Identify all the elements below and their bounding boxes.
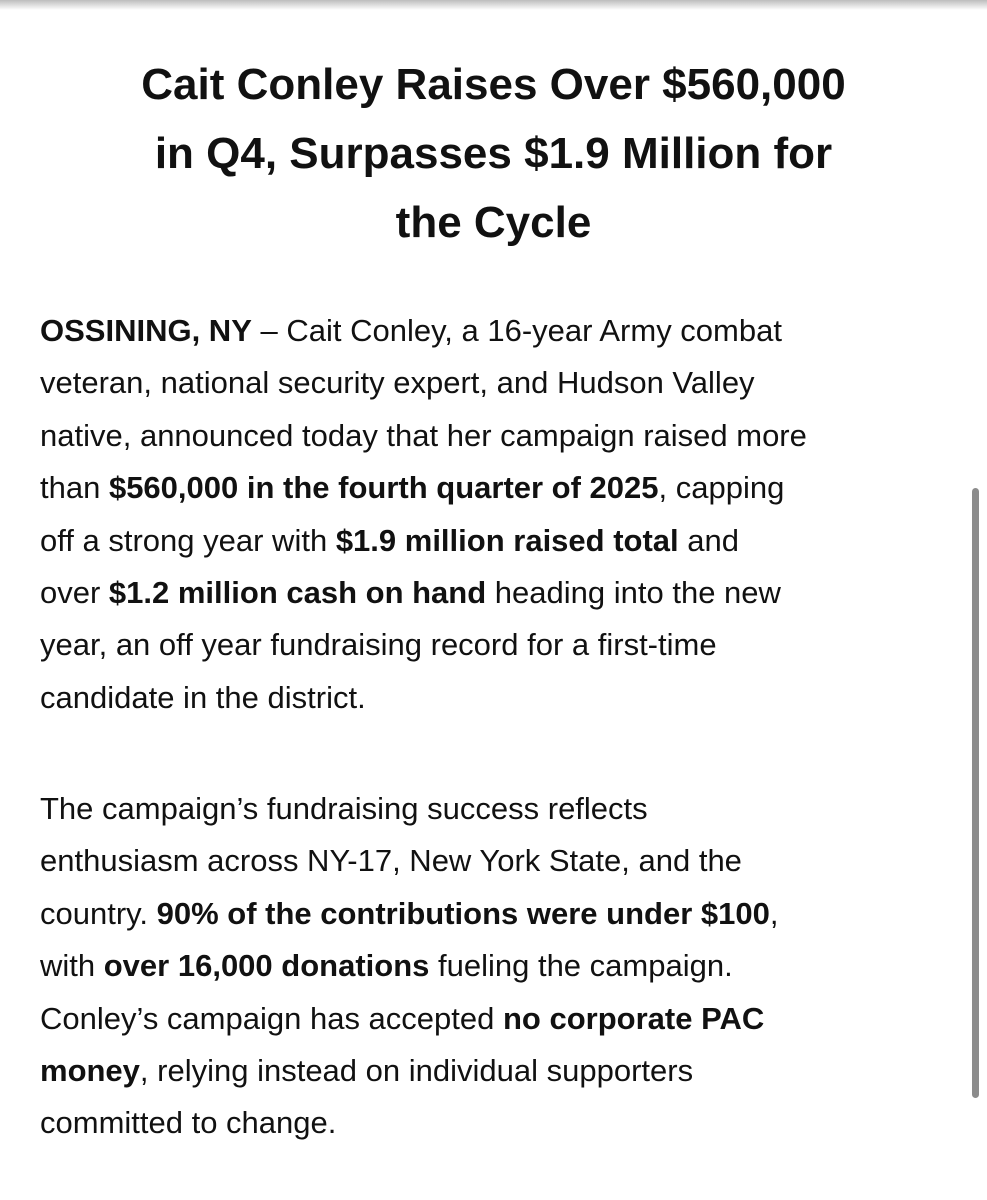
text-segment: , relying instead on individual supporters	[139, 1053, 694, 1089]
bold-cash-on-hand: $1.2 million cash on hand	[108, 575, 487, 611]
headline-line: Cait Conley Raises Over $560,000	[141, 60, 846, 109]
bold-money: money	[40, 1053, 140, 1089]
text-line	[40, 993, 965, 1045]
text-segment: fueling the campaign.	[429, 948, 733, 984]
text-segment: with	[40, 948, 104, 984]
vertical-scrollbar[interactable]	[972, 488, 979, 1098]
bold-q4-amount: $560,000 in the fourth quarter of 2025	[108, 470, 659, 506]
text-segment: country.	[40, 895, 157, 931]
text-segment: off a strong year with	[40, 522, 336, 558]
text-segment: and	[678, 522, 739, 558]
text-line	[40, 567, 965, 619]
text-line: year, an off year fundraising record for a first-time	[40, 627, 717, 663]
text-line: veteran, national security expert, and Hudson Valley	[40, 365, 755, 401]
text-segment: – Cait Conley, a 16-year Army combat	[251, 313, 782, 348]
text-line: enthusiasm across NY-17, New York State, and the	[40, 843, 742, 879]
headline	[40, 50, 947, 257]
text-segment: heading into the new	[486, 575, 781, 611]
text-line: committed to change.	[40, 1105, 337, 1141]
text-line	[40, 462, 965, 514]
text-line: native, announced today that her campaign raised more	[40, 417, 807, 453]
text-segment: , capping	[658, 470, 785, 506]
dateline: OSSINING, NY	[40, 313, 252, 348]
paragraph-fundraising	[40, 783, 965, 1150]
bold-total-raised: $1.9 million raised total	[335, 522, 679, 558]
text-segment: than	[40, 470, 109, 506]
headline-line: the Cycle	[395, 198, 592, 247]
text-line	[40, 940, 965, 992]
bold-donations-count: over 16,000 donations	[103, 948, 430, 984]
top-edge-shadow	[0, 0, 987, 10]
text-line	[40, 1045, 965, 1097]
text-segment: over	[40, 575, 109, 611]
bold-no-corporate-pac: no corporate PAC	[503, 1000, 765, 1036]
text-segment: ,	[769, 895, 779, 931]
text-line: The campaign’s fundraising success reflects	[40, 791, 648, 826]
headline-line: in Q4, Surpasses $1.9 Million for	[154, 129, 833, 178]
text-line	[40, 515, 965, 567]
text-segment: Conley’s campaign has accepted	[40, 1000, 503, 1036]
paragraph-announcement	[40, 305, 965, 724]
text-line	[40, 888, 965, 940]
bold-contributions-stat: 90% of the contributions were under $100	[156, 895, 770, 931]
text-line: candidate in the district.	[40, 679, 366, 715]
text-line	[40, 305, 965, 357]
